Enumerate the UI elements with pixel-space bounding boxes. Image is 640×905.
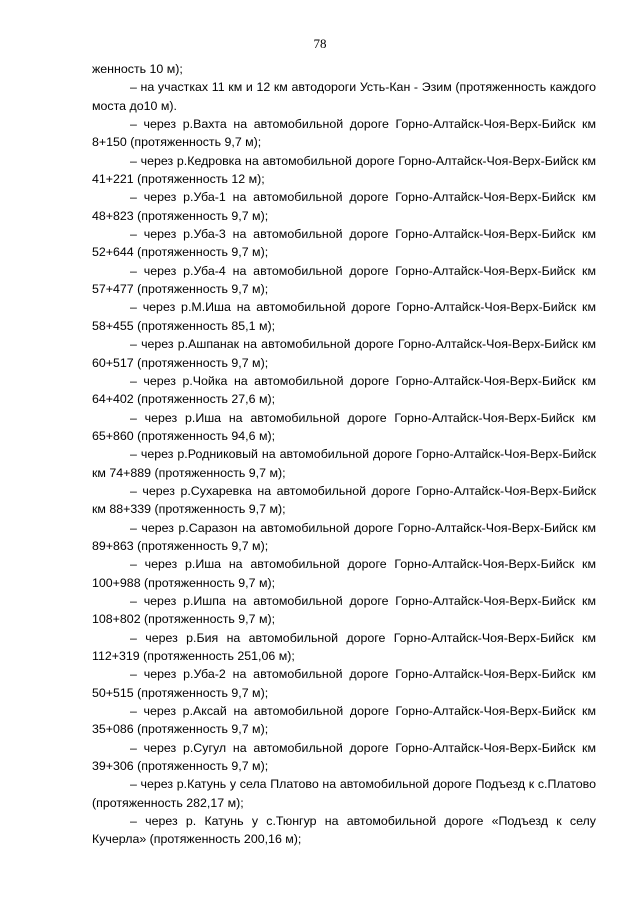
document-body <box>92 60 596 849</box>
list-item: – через р.Кедровка на автомобильной дороге Горно-Алтайск-Чоя-Верх-Бийск км 41+221 (протяженность 12 м); <box>92 153 596 187</box>
list-item: – через р.Уба-1 на автомобильной дороге Горно-Алтайск-Чоя-Верх-Бийск км 48+823 (протяженность 9,7 м); <box>92 190 596 223</box>
page-number: 78 <box>313 36 327 51</box>
list-item: – через р.Вахта на автомобильной дороге Горно-Алтайск-Чоя-Верх-Бийск км 8+150 (протяженность 9,7 м); <box>92 117 596 150</box>
list-item: – через р.Иша на автомобильной дороге Горно-Алтайск-Чоя-Верх-Бийск км 100+988 (протяженность 9,7 м); <box>92 557 596 590</box>
list-item: – через р.Сухаревка на автомобильной дороге Горно-Алтайск-Чоя-Верх-Бийск км 88+339 (протяженность 9,7 м); <box>92 483 596 517</box>
list-item: – через р.Аксай на автомобильной дороге Горно-Алтайск-Чоя-Верх-Бийск км 35+086 (протяженность 9,7 м); <box>92 704 596 737</box>
list-item: – через р.Бия на автомобильной дороге Горно-Алтайск-Чоя-Верх-Бийск км 112+319 (протяженность 251,06 м); <box>92 630 596 663</box>
list-item: – через р.Уба-3 на автомобильной дороге Горно-Алтайск-Чоя-Верх-Бийск км 52+644 (протяженность 9,7 м); <box>92 227 596 260</box>
paragraph: женность 10 м); <box>92 62 183 76</box>
list-item: – через р.Родниковый на автомобильной дороге Горно-Алтайск-Чоя-Верх-Бийск км 74+889 (протяженность 9,7 м); <box>92 447 596 480</box>
list-item: – через р.Ашпанак на автомобильной дороге Горно-Алтайск-Чоя-Верх-Бийск км 60+517 (протяженность 9,7 м); <box>92 337 596 370</box>
list-item: – через р.Уба-2 на автомобильной дороге Горно-Алтайск-Чоя-Верх-Бийск км 50+515 (протяженность 9,7 м); <box>92 667 596 700</box>
list-item: – через р.Катунь у села Платово на автомобильной дороге Подъезд к с.Платово (протяженность 282,17 м); <box>92 777 596 810</box>
list-item: – через р.Уба-4 на автомобильной дороге Горно-Алтайск-Чоя-Верх-Бийск км 57+477 (протяженность 9,7 м); <box>92 263 596 297</box>
list-item: – через р.Саразон на автомобильной дороге Горно-Алтайск-Чоя-Верх-Бийск км 89+863 (протяженность 9,7 м); <box>92 520 596 553</box>
list-item: – через р.Иша на автомобильной дороге Горно-Алтайск-Чоя-Верх-Бийск км 65+860 (протяженность 94,6 м); <box>92 410 596 443</box>
list-item: – через р.Чойка на автомобильной дороге Горно-Алтайск-Чоя-Верх-Бийск км 64+402 (протяженность 27,6 м); <box>92 373 596 407</box>
list-item: – на участках 11 км и 12 км автодороги Усть-Кан - Эзим (протяженность каждого моста до10 м). <box>92 80 596 113</box>
list-item: – через р.Ишпа на автомобильной дороге Горно-Алтайск-Чоя-Верх-Бийск км 108+802 (протяженность 9,7 м); <box>92 593 596 627</box>
list-item: – через р.М.Иша на автомобильной дороге Горно-Алтайск-Чоя-Верх-Бийск км 58+455 (протяженность 85,1 м); <box>92 300 596 333</box>
list-item: – через р. Катунь у с.Тюнгур на автомобильной дороге «Подъезд к селу Кучерла» (протяженность 200,16 м); <box>92 814 596 847</box>
list-item: – через р.Сугул на автомобильной дороге Горно-Алтайск-Чоя-Верх-Бийск км 39+306 (протяженность 9,7 м); <box>92 740 596 774</box>
